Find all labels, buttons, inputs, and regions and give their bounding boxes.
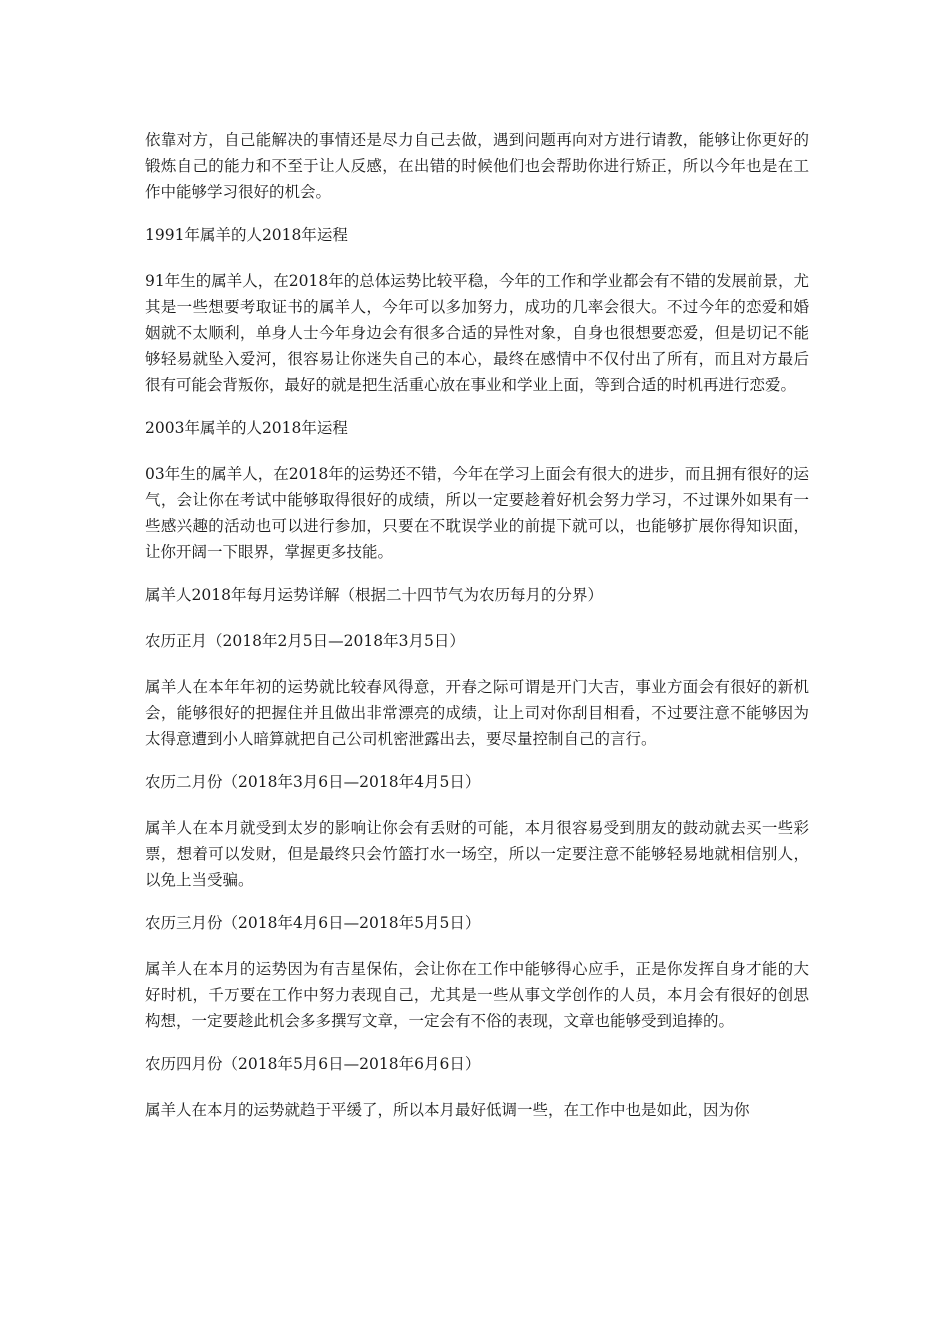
month-heading: 农历二月份（2018年3月6日—2018年4月5日） [145,773,481,791]
section-heading: 属羊人2018年每月运势详解（根据二十四节气为农历每月的分界） [145,586,603,604]
section-heading: 2003年属羊的人2018年运程 [145,419,348,437]
document-body [145,127,809,1140]
body-paragraph: 属羊人在本年年初的运势就比较春风得意，开春之际可谓是开门大吉，事业方面会有很好的新机会，能够很好的把握住并且做出非常漂亮的成绩，让上司对你刮目相看，不过要注意不能够因为太得意遭到小人暗算就把自己公司机密泄露出去，要尽量控制自己的言行。 [145,678,809,748]
body-paragraph: 属羊人在本月的运势就趋于平缓了，所以本月最好低调一些，在工作中也是如此，因为你 [145,1101,750,1119]
body-paragraph: 依靠对方，自己能解决的事情还是尽力自己去做，遇到问题再向对方进行请教，能够让你更好的锻炼自己的能力和不至于让人反感，在出错的时候他们也会帮助你进行矫正，所以今年也是在工作中能够学习很好的机会。 [145,131,809,201]
section-heading: 1991年属羊的人2018年运程 [145,226,348,244]
month-heading: 农历三月份（2018年4月6日—2018年5月5日） [145,914,481,932]
body-paragraph: 03年生的属羊人，在2018年的运势还不错，今年在学习上面会有很大的进步，而且拥有很好的运气，会让你在考试中能够取得很好的成绩，所以一定要趁着好机会努力学习，不过课外如果有一些感兴趣的活动也可以进行参加，只要在不耽误学业的前提下就可以，也能够扩展你得知识面，让你开阔一下眼界，掌握更多技能。 [145,465,809,561]
body-paragraph: 91年生的属羊人，在2018年的总体运势比较平稳，今年的工作和学业都会有不错的发展前景，尤其是一些想要考取证书的属羊人，今年可以多加努力，成功的几率会很大。不过今年的恋爱和婚姻就不太顺利，单身人士今年身边会有很多合适的异性对象，自身也很想要恋爱，但是切记不能够轻易就坠入爱河，很容易让你迷失自己的本心，最终在感情中不仅付出了所有，而且对方最后很有可能会背叛你，最好的就是把生活重心放在事业和学业上面，等到合适的时机再进行恋爱。 [145,272,809,394]
body-paragraph: 属羊人在本月的运势因为有吉星保佑，会让你在工作中能够得心应手，正是你发挥自身才能的大好时机，千万要在工作中努力表现自己，尤其是一些从事文学创作的人员，本月会有很好的创思构想，一定要趁此机会多多撰写文章，一定会有不俗的表现，文章也能够受到追捧的。 [145,960,809,1030]
month-heading: 农历四月份（2018年5月6日—2018年6月6日） [145,1055,481,1073]
month-heading: 农历正月（2018年2月5日—2018年3月5日） [145,632,465,650]
body-paragraph: 属羊人在本月就受到太岁的影响让你会有丢财的可能，本月很容易受到朋友的鼓动就去买一些彩票，想着可以发财，但是最终只会竹篮打水一场空，所以一定要注意不能够轻易地就相信别人，以免上当受骗。 [145,819,809,889]
